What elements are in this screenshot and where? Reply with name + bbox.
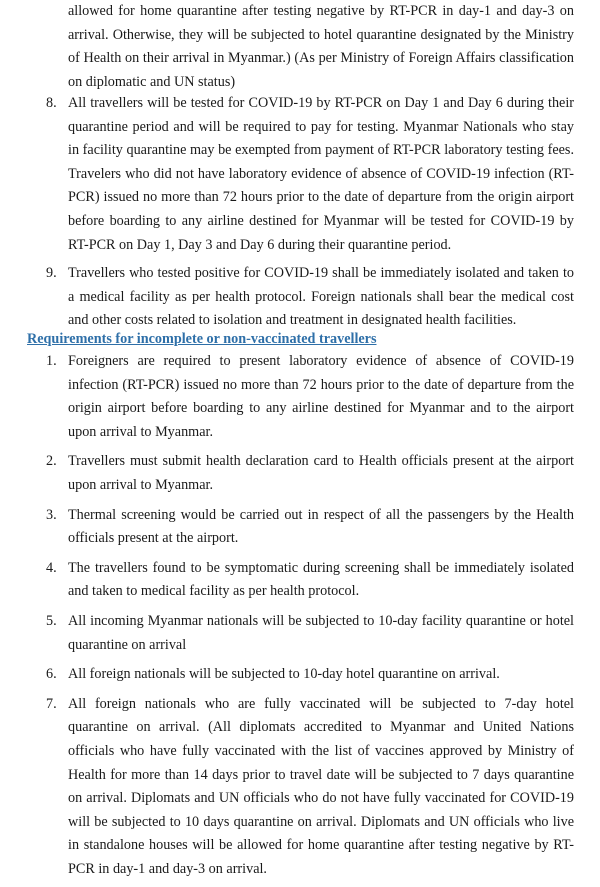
non-vaccinated-requirements-list <box>0 350 600 887</box>
list-item-number: 2. <box>46 453 57 470</box>
list-item <box>0 504 600 551</box>
list-item-text: All foreign nationals will be subjected to 10-day hotel quarantine on arrival. <box>68 666 500 683</box>
list-item-text: All foreign nationals who are fully vaccinated will be subjected to 7-day hotel quarantine on arrival. (All diplomats accredited to Myanmar and United Nations officials who have fully vaccinated with the list of vaccines approved by Ministry of Health for more than 14 days prior to travel date will be subjected to 7 days quarantine on arrival. Diplomats and UN officials who do not have fully vaccinated for COVID-19 will be subjected to 10 days quarantine on arrival. Diplomats and UN officials who live in standalone houses will be allowed for home quarantine after testing negative by RT-PCR in day-1 and day-3 on arrival. <box>68 695 574 877</box>
list-item-number: 6. <box>46 666 57 683</box>
list-item-number: 9. <box>46 265 57 282</box>
list-item-number: 1. <box>46 353 57 369</box>
list-item <box>0 92 600 257</box>
list-item <box>0 693 600 882</box>
intro-paragraph: allowed for home quarantine after testing negative by RT-PCR in day-1 and day-3 on arrival. Otherwise, they will be subjected to hotel quarantine designated by the Ministry of Health on their arrival in Myanmar.) (As per Ministry of Foreign Affairs classification on diplomatic and UN status) <box>68 3 574 90</box>
list-item <box>0 262 600 333</box>
list-item-number: 7. <box>46 695 57 712</box>
list-item-text: The travellers found to be symptomatic during screening shall be immediately isolated and taken to medical facility as per health protocol. <box>68 559 574 600</box>
list-item-number: 4. <box>46 559 57 576</box>
list-item <box>0 557 600 604</box>
list-item-text: All travellers will be tested for COVID-19 by RT-PCR on Day 1 and Day 6 during their quarantine period and will be required to pay for testing. Myanmar Nationals who stay in facility quarantine may be exempted from payment of RT-PCR laboratory testing fees. Travelers who did not have laboratory evidence of absence of COVID-19 infection (RT-PCR) issued no more than 72 hours prior to the date of departure from the origin airport before boarding to any airline destined for Myanmar will be tested for COVID-19 by RT-PCR on Day 1, Day 3 and Day 6 during their quarantine period. <box>68 95 574 253</box>
requirements-list-continued <box>0 92 600 338</box>
list-item-number: 5. <box>46 612 57 629</box>
list-item <box>0 663 600 687</box>
list-item-number: 3. <box>46 506 57 523</box>
list-item-text: Travellers must submit health declaration card to Health officials present at the airport upon arrival to Myanmar. <box>68 453 574 493</box>
list-item-text: Thermal screening would be carried out in respect of all the passengers by the Health officials present at the airport. <box>68 506 574 547</box>
list-item-text: All incoming Myanmar nationals will be subjected to 10-day facility quarantine or hotel quarantine on arrival <box>68 612 574 653</box>
list-item-number: 8. <box>46 95 57 111</box>
list-item-text: Foreigners are required to present laboratory evidence of absence of COVID-19 infection (RT-PCR) issued no more than 72 hours prior to the date of departure from the origin airport before boarding to any airline destined for Myanmar and to the airport upon arrival to Myanmar. <box>68 353 574 440</box>
list-item <box>0 450 600 497</box>
list-item <box>0 350 600 444</box>
list-item <box>0 610 600 657</box>
list-item-text: Travellers who tested positive for COVID-19 shall be immediately isolated and taken to a medical facility as per health protocol. Foreign nationals shall bear the medical cost and other costs related to isolation and treatment in designated health facilities. <box>68 265 574 329</box>
section-heading: Requirements for incomplete or non-vaccinated travellers <box>27 331 377 347</box>
